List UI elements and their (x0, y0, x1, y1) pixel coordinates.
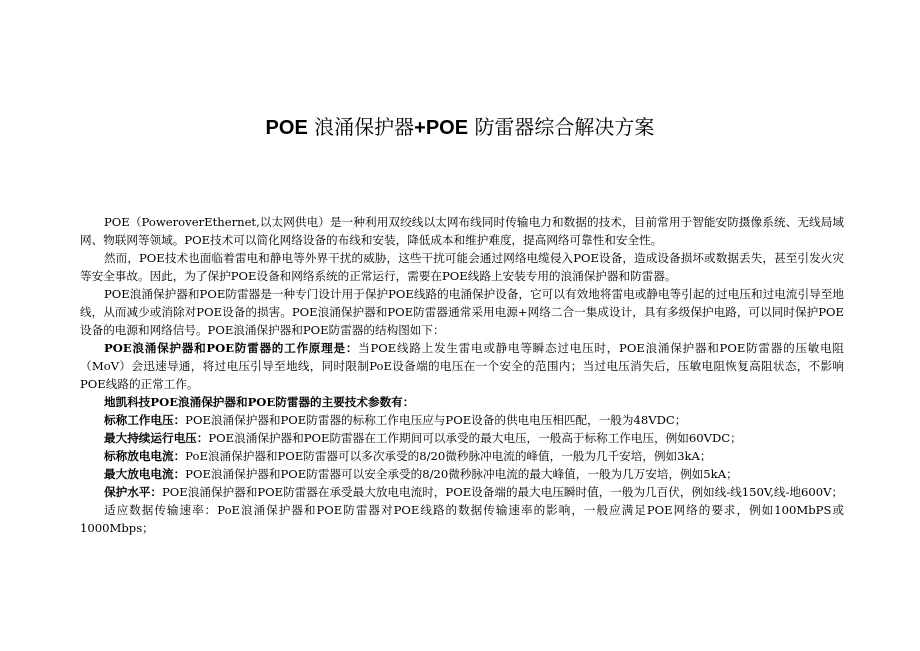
title-part2: 防雷器综合解决方案 (474, 115, 655, 139)
param-protection-level (80, 483, 844, 501)
paragraph-label: 地凯科技POE浪涌保护器和POE防雷器的主要技术参数有： (104, 395, 415, 409)
paragraph-text: 当POE线路上发生雷电或静电等瞬态过电压时，POE浪涌保护器和POE防雷器的压敏电阻（MoV）会迅速导通，将过电压引导至地线，同时限制PoE设备端的电压在一个安全的范围内；当过电压消失后，压敏电阻恢复高阻状态，不影响POE线路的正常工作。 (80, 341, 844, 391)
param-text: POE浪涌保护器和POE防雷器在承受最大放电电流时，POE设备端的最大电压瞬时值，一般为几百伏，例如线-线150V,线-地600V； (161, 485, 844, 499)
param-text: POE浪涌保护器和POE防雷器的标称工作电压应与POE设备的供电电压相匹配，一般为48VDC； (185, 413, 687, 427)
document-body (80, 213, 844, 537)
paragraph-text: POE（PoweroverEthernet,以太网供电）是一种利用双绞线以太网布线同时传输电力和数据的技术，目前常用于智能安防摄像系统、无线局域网、物联网等领域。POE技术可以简化网络设备的布线和安装，降低成本和维护难度，提高网络可靠性和安全性。 (80, 215, 844, 247)
paragraph-params-heading (80, 393, 844, 411)
title-prefix: POE (265, 117, 308, 139)
paragraph-text: 然而，POE技术也面临着雷电和静电等外界干扰的威胁，这些干扰可能会通过网络电缆侵入POE设备，造成设备损坏或数据丢失，甚至引发火灾等安全事故。因此，为了保护POE设备和网络系统的正常运行，需要在POE线路上安装专用的浪涌保护器和防雷器。 (80, 251, 844, 283)
paragraph-text: POE浪涌保护器和POE防雷器是一种专门设计用于保护POE线路的电涌保护设备，它可以有效地将雷电或静电等引起的过电压和过电流引导至地线，从而减少或消除对POE设备的损害。POE浪涌保护器和POE防雷器通常采用电源+网络二合一集成设计，具有多级保护电路，可以同时保护POE设备的电源和网络信号。POE浪涌保护器和POE防雷器的结构图如下： (80, 287, 844, 337)
param-nominal-voltage (80, 411, 844, 429)
param-text: POE浪涌保护器和POE防雷器可以安全承受的8/20微秒脉冲电流的最大峰值，一般为几万安培，例如5kA； (185, 467, 738, 481)
paragraph-principle (80, 339, 844, 393)
param-text: POE浪涌保护器和POE防雷器在工作期间可以承受的最大电压，一般高于标称工作电压，例如60VDC； (208, 431, 742, 445)
title-plus: +POE (414, 117, 469, 139)
param-label: 最大持续运行电压： (104, 431, 209, 445)
param-label: 标称放电电流： (104, 449, 186, 463)
paragraph-intro (80, 213, 844, 249)
paragraph-device (80, 285, 844, 339)
param-text: 适应数据传输速率：PoE浪涌保护器和POE防雷器对POE线路的数据传输速率的影响，一般应满足POE网络的要求，例如100MbPS或1000Mbps； (80, 503, 844, 535)
paragraph-label: POE浪涌保护器和POE防雷器的工作原理是： (104, 341, 359, 355)
document-title (0, 113, 920, 142)
title-part1: 浪涌保护器 (314, 115, 415, 139)
param-max-discharge-current (80, 465, 844, 483)
param-data-rate (80, 501, 844, 537)
param-label: 最大放电电流： (104, 467, 186, 481)
paragraph-threats (80, 249, 844, 285)
param-label: 标称工作电压： (104, 413, 186, 427)
param-text: PoE浪涌保护器和POE防雷器可以多次承受的8/20微秒脉冲电流的峰值，一般为几千安培，例如3kA； (185, 449, 712, 463)
param-label: 保护水平： (104, 485, 162, 499)
param-max-continuous-voltage (80, 429, 844, 447)
param-nominal-discharge-current (80, 447, 844, 465)
